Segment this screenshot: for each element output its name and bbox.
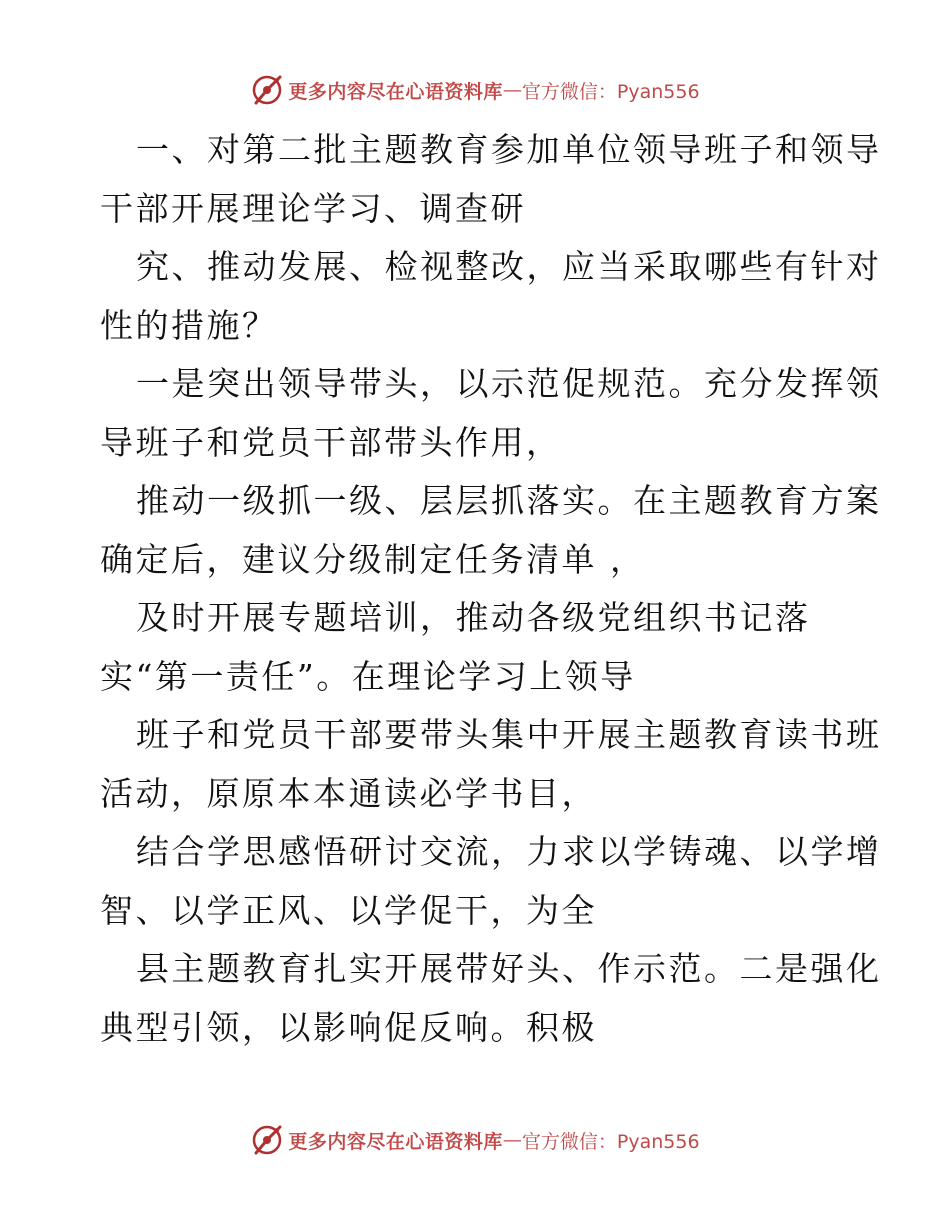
quill-logo-icon xyxy=(250,1123,284,1157)
banner-contact: 官方微信：Pyan556 xyxy=(521,80,700,103)
text-line: 实“第一责任”。在理论学习上领导 xyxy=(100,656,636,696)
text-line: 班子和党员干部要带头集中开展主题教育读书班 xyxy=(136,715,882,754)
text-line: 究、推动发展、检视整改，应当采取哪些有针对 xyxy=(136,247,882,286)
text-line: 性的措施？ xyxy=(100,305,278,345)
text-line: 活动，原原本本通读必学书目， xyxy=(100,773,597,813)
header-banner xyxy=(0,70,950,110)
text-line: 典型引领，以影响促反响。积极 xyxy=(100,1007,597,1047)
footer-banner xyxy=(0,1120,950,1160)
text-line: 结合学思感悟研讨交流，力求以学铸魂、以学增 xyxy=(136,832,882,871)
text-line: 干部开展理论学习、调查研 xyxy=(100,188,526,228)
text-line: 推动一级抓一级、层层抓落实。在主题教育方案 xyxy=(136,481,882,520)
text-line: 确定后，建议分级制定任务清单 ， xyxy=(100,539,646,579)
banner-separator: — xyxy=(502,1129,522,1151)
text-line: 县主题教育扎实开展带好头、作示范。二是强化 xyxy=(136,949,882,988)
document-body xyxy=(100,121,882,1057)
text-line: 智、以学正风、以学促干，为全 xyxy=(100,890,597,930)
text-line: 及时开展专题培训，推动各级党组织书记落 xyxy=(136,598,811,637)
text-line: 导班子和党员干部带头作用， xyxy=(100,422,562,462)
text-line: 一是突出领导带头，以示范促规范。充分发挥领 xyxy=(136,364,882,403)
banner-contact: 官方微信：Pyan556 xyxy=(521,1130,700,1153)
quill-logo-icon xyxy=(250,73,284,107)
banner-brand: 更多内容尽在心语资料库 xyxy=(288,80,503,103)
banner-separator: — xyxy=(502,79,522,101)
banner-brand: 更多内容尽在心语资料库 xyxy=(288,1130,503,1153)
text-line: 一、对第二批主题教育参加单位领导班子和领导 xyxy=(136,130,882,169)
